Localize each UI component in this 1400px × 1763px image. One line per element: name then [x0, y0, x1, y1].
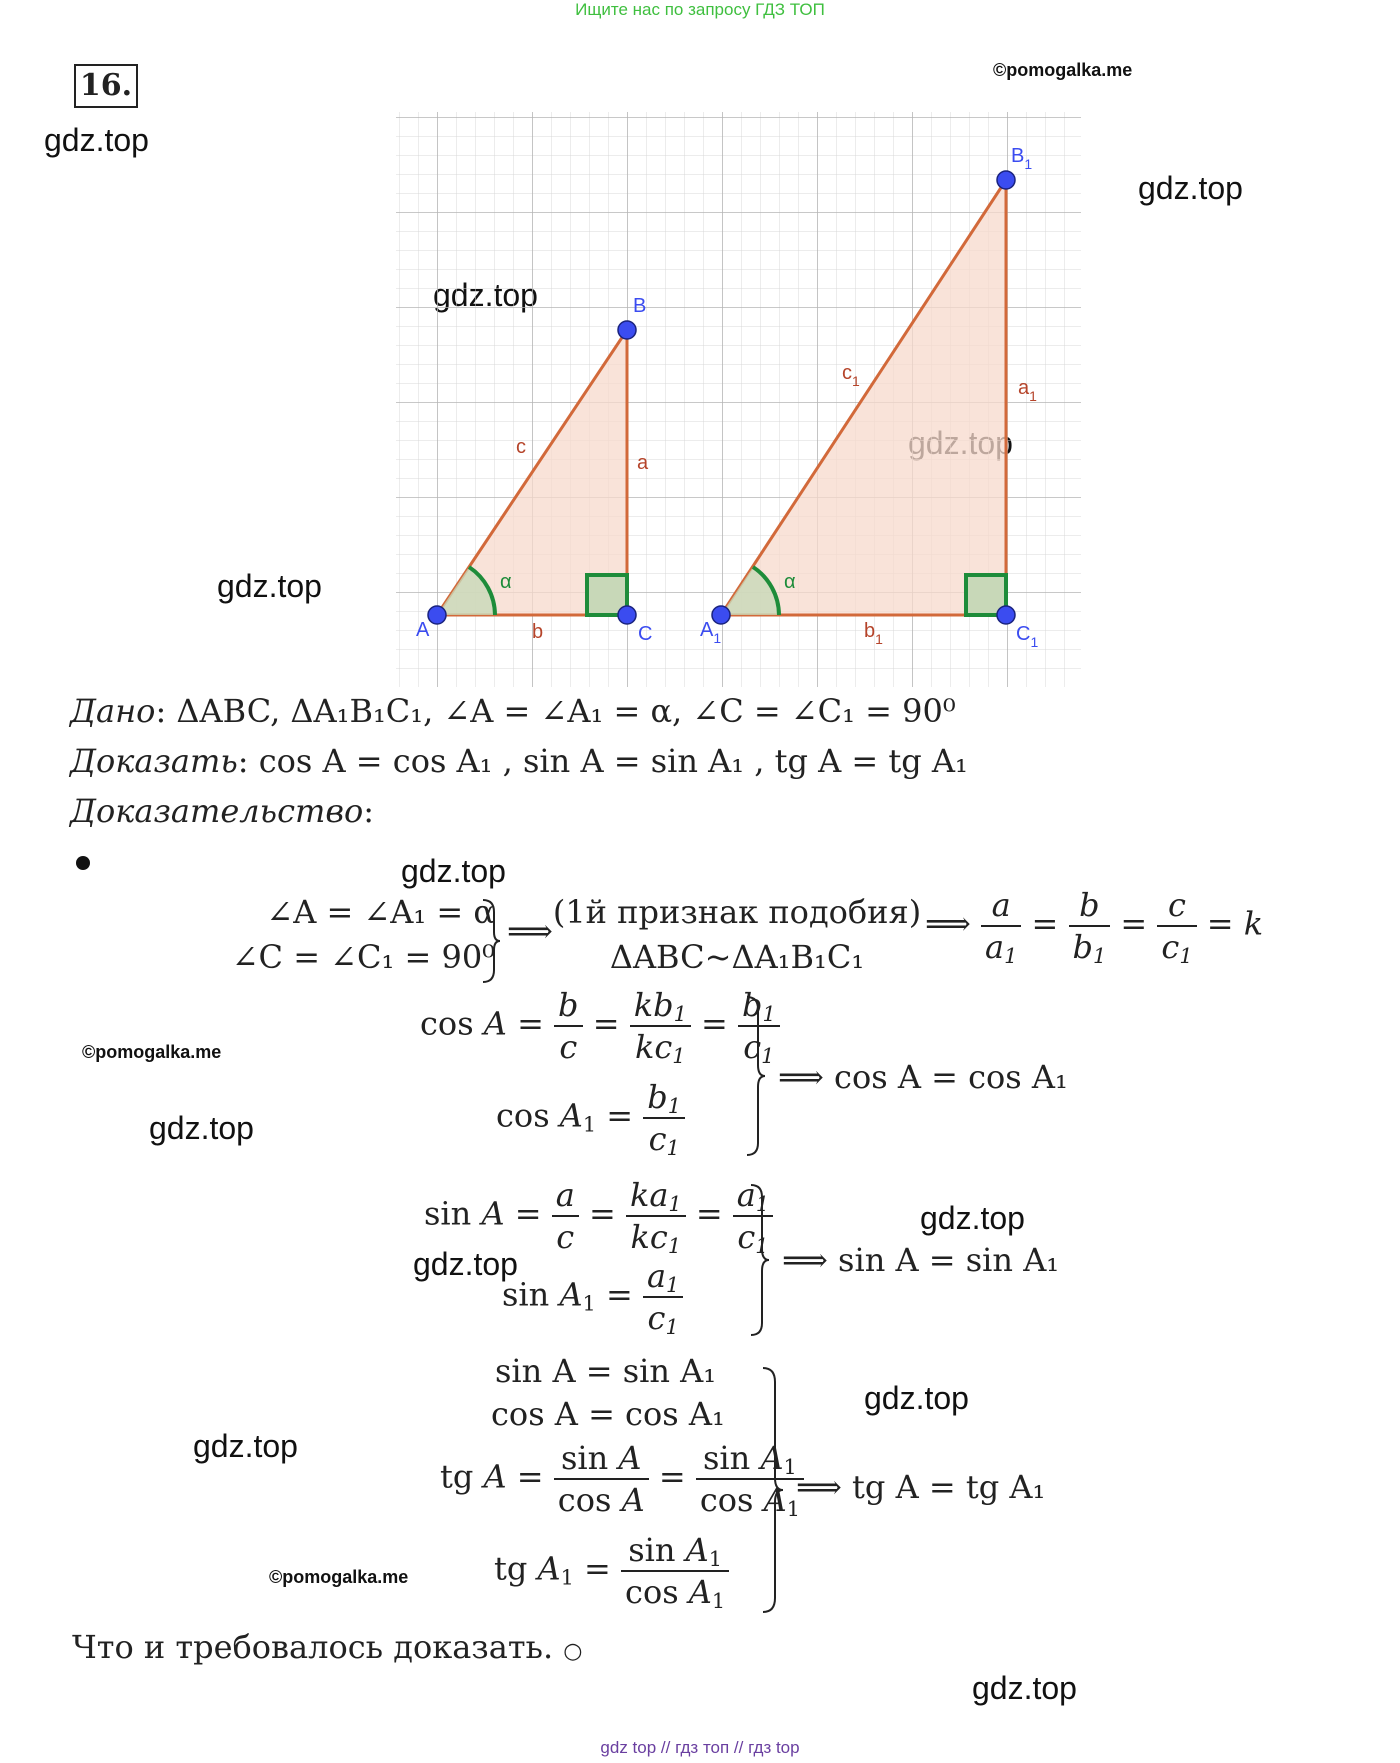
label-c: C	[638, 623, 653, 645]
step1-cond2: ∠C = ∠C₁ = 90⁰	[231, 938, 495, 976]
tg-line1: sin A = sin A₁	[495, 1352, 717, 1390]
footer-links: gdz top // гдз топ // гдз top	[600, 1738, 800, 1757]
watermark: gdz.top	[920, 1200, 1025, 1236]
step1-arrow: ⟹	[507, 912, 553, 950]
step1-reason: (1й признак подобия)	[552, 893, 922, 931]
watermark: gdz.top	[864, 1380, 969, 1416]
sin-result: ⟹ sin A = sin A₁	[782, 1241, 1060, 1279]
label-c1: $C_1$	[1016, 623, 1039, 650]
label-side-b1: $b_1$	[864, 620, 883, 647]
sin-brace	[748, 1183, 772, 1337]
label-a: A	[416, 619, 430, 641]
point-b1	[997, 171, 1015, 189]
copyright: ©pomogalka.me	[993, 60, 1133, 80]
step1-brace	[480, 898, 502, 984]
copyright: ©pomogalka.me	[269, 1567, 409, 1587]
given-text: : ΔABC, ΔA₁B₁C₁, ∠A = ∠A₁ = α, ∠C = ∠C₁ = 90⁰	[155, 692, 956, 730]
tg-brace	[760, 1366, 786, 1614]
watermark: gdz.top	[193, 1428, 298, 1464]
watermark: gdz.top	[149, 1110, 254, 1146]
cos-a1-expr: $\cos A_1$ = $\frac{b_1}{c_1}$	[496, 1077, 685, 1159]
tg-a1-expr: tg $A_1$ = $\frac{\sin A_1}{\cos A_1}$	[494, 1530, 729, 1612]
step1-ratios: ⟹ $\frac{a}{a_1}$ = $\frac{b}{b_1}$ = $\frac{c}{c_1}$ = k	[925, 886, 1264, 969]
proof-label: Доказательство	[70, 792, 364, 830]
cos-brace	[744, 995, 768, 1157]
bullet	[76, 856, 90, 870]
proof-suffix: :	[363, 792, 375, 830]
tg-result: ⟹ tg A = tg A₁	[796, 1468, 1046, 1506]
cos-result: ⟹ cos A = cos A₁	[778, 1058, 1068, 1096]
label-alpha: α	[500, 571, 512, 593]
point-c1	[997, 606, 1015, 624]
tg-a-expr: tg A = $\frac{\text{sin A}}{\text{cos A}}$ = $\frac{\sin A_1}{\cos A_1}$	[440, 1438, 804, 1520]
label-b1: $B_1$	[1011, 145, 1033, 172]
triangles-figure	[396, 112, 1081, 687]
label-side-a: a	[637, 452, 649, 474]
problem-number: 16.	[74, 64, 138, 108]
given-line	[70, 692, 956, 730]
watermark: gdz.top	[44, 122, 149, 158]
label-side-c1: $c_1$	[842, 362, 860, 389]
prove-label: Доказать	[70, 742, 238, 780]
step1-similarity: ΔABC~ΔA₁B₁C₁	[609, 938, 865, 976]
sin-a1-expr: $\sin A_1$ = $\frac{a_1}{c_1}$	[502, 1256, 683, 1338]
watermark: gdz.top	[217, 568, 322, 604]
prove-text: : cos A = cos A₁ , sin A = sin A₁ , tg A = tg A₁	[237, 742, 968, 780]
prove-line	[70, 742, 968, 780]
point-a	[428, 606, 446, 624]
point-a1	[712, 606, 730, 624]
watermark: gdz.top	[972, 1670, 1077, 1706]
proof-line	[70, 792, 374, 830]
given-label: Дано	[70, 692, 156, 730]
step1-cond1: ∠A = ∠A₁ = α	[266, 893, 495, 931]
label-alpha1: α	[784, 571, 796, 593]
conclusion	[72, 1628, 582, 1666]
label-side-c: c	[516, 436, 526, 458]
watermark: gdz.top	[401, 853, 506, 889]
tg-line2: cos A = cos A₁	[491, 1395, 725, 1433]
point-c	[618, 606, 636, 624]
sin-a-expr: sin A = $\frac{a}{c}$ = $\frac{ka_1}{kc_1}$ = $\frac{a_1}{c_1}$	[424, 1175, 773, 1257]
cos-a-expr: cos A = $\frac{b}{c}$ = $\frac{kb_1}{kc_1}$ = $\frac{b_1}{c_1}$	[420, 985, 780, 1067]
top-banner: Ищите нас по запросу ГДЗ ТОП	[575, 0, 825, 19]
label-b: B	[633, 295, 647, 317]
ratio-k: k	[1243, 904, 1264, 943]
label-a1: $A_1$	[700, 619, 722, 646]
watermark: gdz.top	[1138, 170, 1243, 206]
point-b	[618, 321, 636, 339]
label-side-b: b	[532, 621, 544, 643]
copyright: ©pomogalka.me	[82, 1042, 222, 1062]
label-side-a1: $a_1$	[1018, 377, 1037, 404]
conclusion-text: Что и требовалось доказать.	[72, 1628, 554, 1666]
end-mark: ○	[563, 1639, 583, 1664]
watermark: gdz.top	[413, 1246, 518, 1282]
